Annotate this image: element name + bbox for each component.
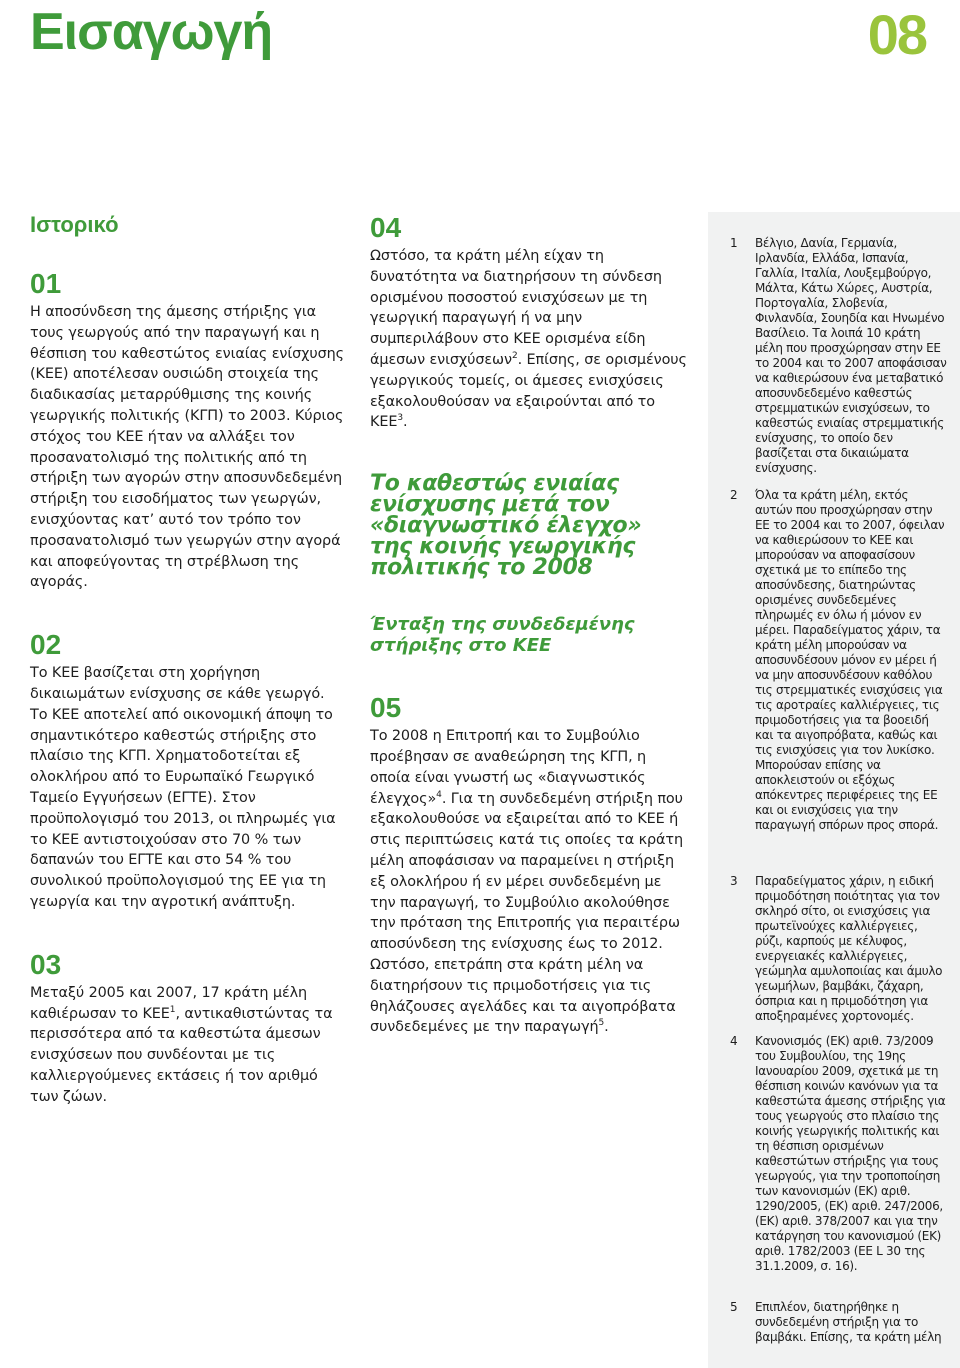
column-history (30, 212, 346, 1144)
text-span: . Επίσης, σε ορισμένους γεωργικούς τομείς, οι άμεσες ενισχύσεις εξακολουθούσαν να εξαιρούνται από το ΚΕΕ (370, 351, 687, 431)
footnotes-sidebar (708, 212, 960, 1368)
footnote-text: Παραδείγματος χάριν, η ειδική πριμοδότηση ποιότητας για τον σκληρό σίτο, οι ενισχύσεις για πρωτεϊνούχες καλλιέργειες, ρύζι, καρπούς με κέλυφος, ενεργειακές καλλιέργειες, γεώμηλα αμυλοποιίας και άμυλο γεωμήλων, βαμβάκι, ζάχαρη, όσπρια και η πριμοδότηση για αποξηραμένες χορτονομές. (755, 874, 943, 1023)
footnote-3 (730, 874, 948, 1024)
paragraph-text (30, 983, 346, 1108)
footnote-number: 3 (730, 874, 738, 888)
footnote-ref[interactable]: 1 (169, 1004, 176, 1015)
footnote-text: Όλα τα κράτη μέλη, εκτός αυτών που προσχώρησαν στην ΕΕ το 2004 και το 2007, όφειλαν να καθιερώσουν το ΚΕΕ και μπορούσαν να αποφασίσουν σχετικά με το επίπεδο της αποσύνδεσης, διατηρώντας ορισμένες συνδεδεμένες πληρωμές εν όλω ή μόνον εν μέρει. Παραδείγματος χάριν, τα κράτη μέλη μπορούσαν να αποσυνδέσουν μόνον εν μέρει ή να μην αποσυνδέσουν καθόλου τις στρεμματικές ενισχύσεις για τις αροτραίες καλλιέργειες, τις πριμοδοτήσεις για τα βοοειδή και τα αιγοπρόβατα, καθώς και τις ενισχύσεις για τον λυκίσκο. Μπορούσαν επίσης να αποκλειστούν οι εξόχως απόκεντρες περιφέρειες της ΕΕ και οι ενισχύσεις για την παραγωγή σπόρων προς σπορά. (755, 488, 945, 832)
footnote-number: 5 (730, 1300, 738, 1314)
paragraph-text (370, 726, 690, 1038)
text-span: . (402, 414, 408, 431)
paragraph-text: Το ΚΕΕ βασίζεται στη χορήγηση δικαιωμάτων ενίσχυσης σε κάθε γεωργό. Το ΚΕΕ αποτελεί από οικονομική άποψη το σημαντικότερο καθεστώς στήριξης στο πλαίσιο της ΚΓΠ. Χρηματοδοτείται εξ ολοκλήρου από το Ευρωπαϊκό Γεωργικό Ταμείο Εγγυήσεων (ΕΓΤΕ). Στον προϋπολογισμό του 2013, οι πληρωμές για το ΚΕΕ αντιστοιχούσαν στο 70 % των δαπανών του ΕΓΤΕ και στο 54 % του συνολικού προϋπολογισμού της ΕΕ για τη γεωργία και την αγροτική ανάπτυξη. (30, 665, 336, 910)
paragraph-number: 03 (30, 948, 62, 980)
subheading-coupled-support: Ένταξη της συνδεδεμένης στήριξης στο ΚΕΕ (370, 614, 635, 657)
paragraph-04 (370, 212, 690, 433)
footnote-ref[interactable]: 3 (397, 413, 403, 424)
section-heading-history: Ιστορικό (30, 212, 119, 237)
footnote-text: Βέλγιο, Δανία, Γερμανία, Ιρλανδία, Ελλάδα, Ισπανία, Γαλλία, Ιταλία, Λουξεμβούργο, Μάλτα, Κάτω Χώρες, Αυστρία, Πορτογαλία, Σλοβενία, Φινλανδία, Σουηδία και Ηνωμένο Βασίλειο. Τα λοιπά 10 κράτη μέλη που προσχώρησαν στην ΕΕ το 2004 και το 2007 αποφάσισαν να καθιερώσουν ένα μεταβατικό αποσυνδεδεμένο καθεστώς στρεμματικών ενισχύσεων, το καθεστώς ενιαίας στρεμματικής ενίσχυσης, το οποίο δεν βασίζεται στα δικαιώματα ενίσχυσης. (755, 236, 947, 475)
footnote-1 (730, 236, 948, 476)
text-span: . (604, 1019, 609, 1036)
text-span: , αντικαθιστώντας τα περισσότερα από τα καθεστώτα άμεσων ενισχύσεων που συνδέονται με τις καλλιεργούμενες εκτάσεις ή τον αριθμό των ζώων. (30, 1005, 333, 1105)
text-span: . Για τη συνδεδεμένη στήριξη που εξακολουθούσε να εξαιρείται από το ΚΕΕ ή στις περιπτώσεις κατά τις οποίες τα κράτη μέλη αποφάσισαν να παραμείνει η στήριξη εξ ολοκλήρου ή εν μέρει συνδεδεμένη με την παραγωγή, το Συμβούλιο ακολούθησε την πρόταση της Επιτροπής για περαιτέρω αποσύνδεση της ενίσχυσης έως το 2012. Ωστόσο, επετράπη στα κράτη μέλη να διατηρήσουν τις πριμοδοτήσεις για τις θηλάζουσες αγελάδες και τα αιγοπρόβατα συνδεδεμένες με την παραγωγή (370, 790, 683, 1036)
footnote-ref[interactable]: 4 (436, 789, 442, 800)
column-reform (370, 212, 690, 1074)
paragraph-03 (30, 949, 346, 1108)
footnote-text: Κανονισμός (ΕΚ) αριθ. 73/2009 του Συμβουλίου, της 19ης Ιανουαρίου 2009, σχετικά με τη θέσπιση κοινών κανόνων για τα καθεστώτα άμεσης στήριξης για τους γεωργούς στο πλαίσιο της κοινής γεωργικής πολιτικής και τη θέσπιση ορισμένων καθεστώτων στήριξης για τους γεωργούς, για την τροποποίηση των κανονισμών (ΕΚ) αριθ. 1290/2005, (ΕΚ) αριθ. 247/2006, (ΕΚ) αριθ. 378/2007 και για την κατάργηση του κανονισμού (ΕΚ) αριθ. 1782/2003 (ΕΕ L 30 της 31.1.2009, σ. 16). (755, 1034, 946, 1273)
page-number: 08 (867, 3, 926, 66)
paragraph-number: 01 (30, 268, 62, 299)
paragraph-number: 04 (370, 212, 402, 243)
footnote-4 (730, 1034, 948, 1274)
footnote-ref[interactable]: 2 (511, 351, 518, 362)
paragraph-05 (370, 692, 690, 1038)
footnote-number: 2 (730, 488, 738, 502)
section-heading-reform: Το καθεστώς ενιαίας ενίσχυσης μετά τον «διαγνωστικό έλεγχο» της κοινής γεωργικής πολιτικής το 2008 (370, 471, 642, 581)
footnote-2 (730, 488, 948, 833)
text-span: Το 2008 η Επιτροπή και το Συμβούλιο προέβησαν σε αναθεώρηση της ΚΓΠ, η οποία είναι γνωστή ως «διαγνωστικός έλεγχος» (370, 728, 647, 807)
footnote-5 (730, 1300, 948, 1345)
text-span: Μεταξύ 2005 και 2007, 17 κράτη μέλη καθιέρωσαν το ΚΕΕ (30, 984, 308, 1022)
paragraph-text: Η αποσύνδεση της άμεσης στήριξης για τους γεωργούς από την παραγωγή και η θέσπιση του καθεστώτος ενιαίας ενίσχυσης (ΚΕΕ) αποτέλεσαν ουσιώδη στοιχεία της διαδικασίας μεταρρύθμισης της κοινής γεωργικής πολιτικής (ΚΓΠ) το 2003. Κύριος στόχος του ΚΕΕ ήταν να αλλάξει τον προσανατολισμό της πολιτικής από τη στήριξη των αγορών στην αποσυνδεδεμένη στήριξη του εισοδήματος των γεωργών, ενισχύοντας κατ’ αυτό τον τρόπο τον προσανατολισμό των γεωργών στην αγορά και αποφεύγοντας τη στρέβλωση της αγοράς. (30, 304, 344, 591)
footnote-number: 1 (730, 236, 738, 250)
paragraph-number: 05 (370, 692, 402, 724)
paragraph-number: 02 (30, 629, 62, 661)
footnote-ref[interactable]: 5 (598, 1018, 605, 1029)
text-span: Ωστόσο, τα κράτη μέλη είχαν τη δυνατότητα να διατηρήσουν τη σύνδεση ορισμένου ποσοστού ενισχύσεων με τη γεωργική παραγωγή ή να μην συμπεριλάβουν στο ΚΕΕ ορισμένα είδη άμεσων ενισχύσεων (370, 248, 662, 368)
footnote-number: 4 (730, 1034, 738, 1048)
paragraph-02 (30, 629, 346, 913)
footnote-text: Επιπλέον, διατηρήθηκε η συνδεδεμένη στήριξη για το βαμβάκι. Επίσης, τα κράτη μέλη (755, 1300, 942, 1344)
page-title: Εισαγωγή (30, 3, 273, 61)
paragraph-01 (30, 268, 346, 593)
paragraph-text (370, 246, 690, 433)
